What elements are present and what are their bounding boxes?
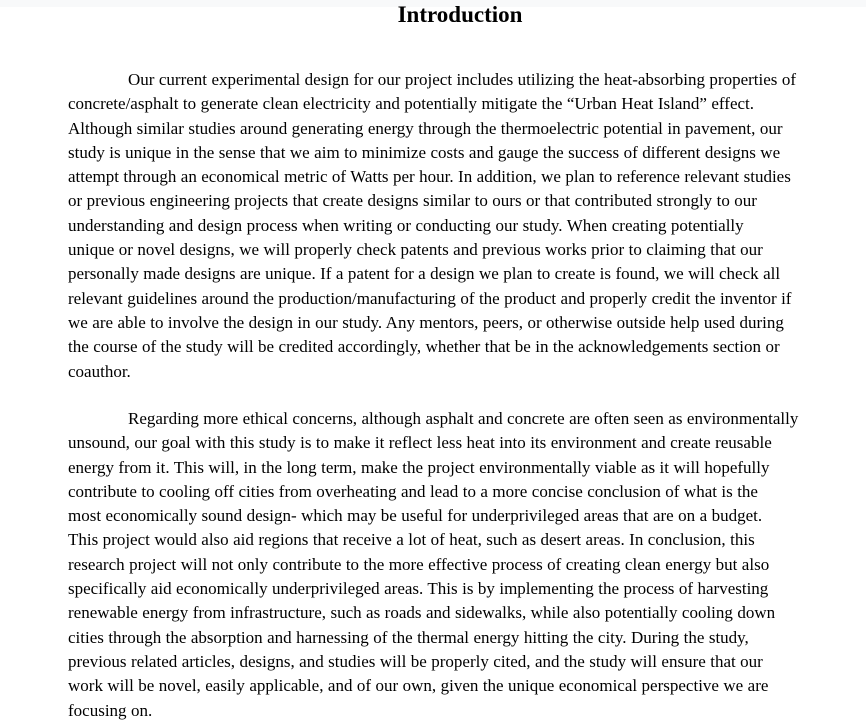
paragraph-line: study is unique in the sense that we aim to minimize costs and gauge the success of different designs we (68, 142, 781, 162)
paragraph-line: the course of the study will be credited accordingly, whether that be in the acknowledgements section or (68, 337, 780, 357)
paragraph-line: unique or novel designs, we will properly check patents and previous works prior to claiming that our (68, 240, 763, 260)
paragraph-line: unsound, our goal with this study is to make it reflect less heat into its environment and create reusable (68, 433, 772, 453)
paragraph-line: focusing on. (68, 700, 153, 720)
paragraph-1 (68, 68, 852, 384)
paragraph-line: renewable energy from infrastructure, such as roads and sidewalks, while also potentially cooling down (68, 603, 776, 623)
paragraph-line: attempt through an economical metric of Watts per hour. In addition, we plan to reference relevant studies (68, 167, 791, 187)
paragraph-line: relevant guidelines around the production/manufacturing of the product and properly credit the inventor if (68, 288, 792, 308)
paragraph-line: personally made designs are unique. If a patent for a design we plan to create is found, we will check all (68, 264, 781, 284)
paragraph-line: concrete/asphalt to generate clean electricity and potentially mitigate the “Urban Heat Island” effect. (68, 94, 755, 114)
paragraph-line: Regarding more ethical concerns, although asphalt and concrete are often seen as environmentally (128, 409, 799, 428)
paragraph-line: work will be novel, easily applicable, and of our own, given the unique economical perspective we are (68, 676, 769, 696)
paragraph-line: Although similar studies around generating energy through the thermoelectric potential in pavement, our (68, 118, 783, 138)
paragraph-line: or previous engineering projects that create designs similar to ours or that contributed strongly to our (68, 191, 757, 211)
paragraph-line: understanding and design process when writing or conducting our study. When creating potentially (68, 215, 744, 235)
paragraph-line: Our current experimental design for our project includes utilizing the heat-absorbing properties of (128, 70, 797, 89)
paragraph-line: energy from it. This will, in the long term, make the project environmentally viable as it will hopefully (68, 457, 770, 477)
paragraph-line: cities through the absorption and harnessing of the thermal energy hitting the city. During the study, (68, 627, 749, 647)
paragraph-line: specifically aid economically underprivileged areas. This is by implementing the process of harvesting (68, 579, 769, 599)
paragraph-2 (68, 407, 852, 723)
paragraph-line: we are able to involve the design in our study. Any mentors, peers, or otherwise outside help used during (68, 312, 784, 332)
paragraph-line: contribute to cooling off cities from overheating and lead to a more concise conclusion of what is the (68, 481, 758, 501)
paragraph-line: most economically sound design- which may be useful for underprivileged areas that are on a budget. (68, 506, 763, 526)
paragraph-line: coauthor. (68, 361, 131, 381)
document-title: Introduction (397, 2, 523, 27)
paragraph-line: This project would also aid regions that receive a lot of heat, such as desert areas. In conclusion, this (68, 530, 755, 550)
paragraph-line: previous related articles, designs, and studies will be properly cited, and the study will ensure that our (68, 651, 763, 671)
paragraph-line: research project will not only contribute to the more effective process of creating clean energy but also (68, 554, 770, 574)
